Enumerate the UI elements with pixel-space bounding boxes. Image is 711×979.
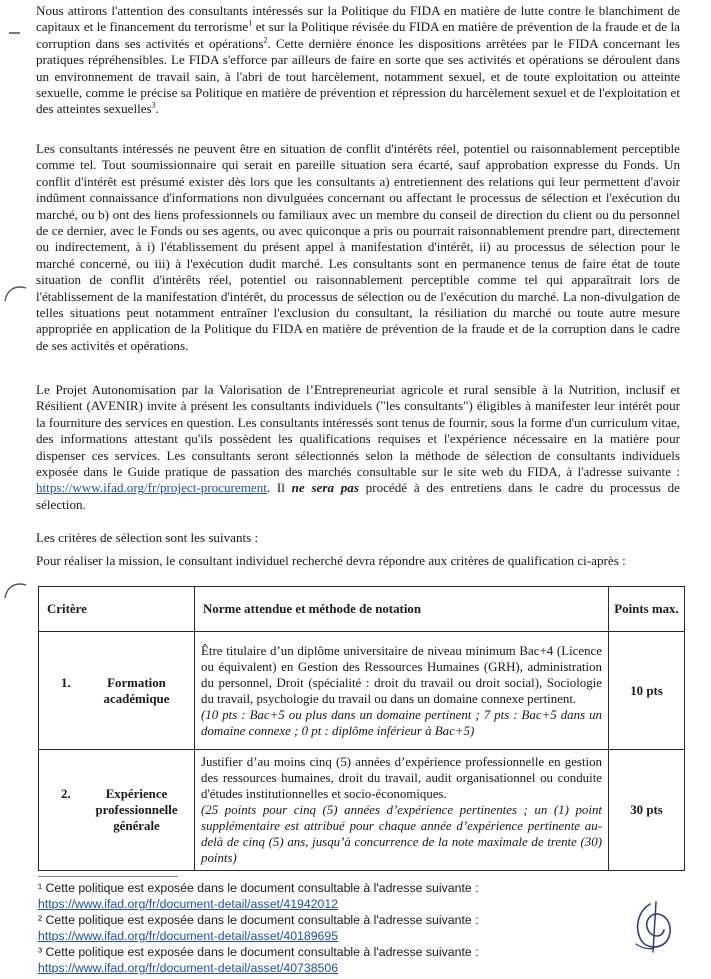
header-norm: Norme attendue et méthode de notation [195,587,609,632]
criterion-description: Justifier d’au moins cinq (5) années d’expérience professionnelle en gestion des ressources humaines, droit du travail, audit organisationnel ou conduite d'études institutionnelles et socio-économiques. [201,755,602,801]
description-cell [195,750,609,871]
criterion-label: Expérience professionnelle générale [95,787,178,833]
footnote-ref-1[interactable]: 1 [248,19,253,29]
paragraph-policies-part-c: . Cette dernière énonce les dispositions arrêtées par le FIDA concernant les pratiques répréhensibles. Le FIDA s'efforce par ailleurs de faire en sorte que ses activités et opérations se déroulent dans un environnement de travail sain, à l'abri de tout harcèlement, notamment sexuel, et de toute exploitation ou atteinte sexuelle, comme le précise sa Politique en matière de prévention et répression du harcèlement sexuel et de l'exploitation et des atteintes sexuelles [36,35,680,117]
paragraph-conflict-of-interest: Les consultants intéressés ne peuvent être en situation de conflit d'intérêts réel, potentiel ou raisonnablement perceptible comme tel. Tout soumissionnaire qui serait en pareille situation sera écarté, sauf approbation expresse du Fonds. Un conflit d'intérêt est présumé exister dès lors que les consultants a) entretiennent des relations qui leur permettent d'avoir indûment connaissance d'informations non divulguées concernant ou affectant le processus de sélection et l'exécution du marché, ou b) ont des liens professionnels ou familiaux avec un membre du conseil de direction du client ou du personnel de ce dernier, avec le Fonds ou ses agents, ou avec quiconque a pris ou pourrait raisonnablement prendre part, directement ou indirectement, à i) l'établissement du présent appel à manifestation d'intérêt, ii) au processus de sélection pour le marché concerné, ou iii) à l'exécution dudit marché. Les consultants sont en permanence tenus de faire état de toute situation de conflit d'intérêts réel, potentiel ou raisonnablement perceptible comme tel qui apparaîtrait lors de l'établissement de la manifestation d'intérêt, du processus de sélection ou de l'exécution du marché. La non-divulgation de telles situations peut notamment entraîner l'exclusion du consultant, la résiliation du marché ou toute autre mesure appropriée en application de la Politique du FIDA en matière de prévention de la fraude et de la corruption dans le cadre de ses activités et opérations. [36,141,680,353]
criterion-label: Formation académique [103,675,170,706]
footnotes [38,880,598,976]
criterion-description: Être titulaire d’un diplôme universitaire de niveau minimum Bac+4 (Licence ou équivalent) en Gestion des Ressources Humaines (GRH), administration du personnel, Droit (spécialité : droit du travail ou droit social), Sociologie du travail, psychologie du travail ou dans un domaine connexe pertinent. [201,643,602,706]
punch-hole-mark-top [2,283,28,305]
paragraph-avenir-text: Le Projet Autonomisation par la Valorisation de l’Entrepreneuriat agricole et rural sensible à la Nutrition, inclusif et Résilient (AVENIR) invite à présent les consultants individuels ("les consultants") éligibles à manifester leur intérêt pour la fourniture des services en question. Les consultants intéressés sont tenus de fournir, sous la forme d'un curriculum vitae, des informations attestant qu'ils possèdent les qualifications requises et l'expérience nécessaire en la matière pour dispenser ces services. Les consultants seront sélectionnés selon la méthode de sélection de consultants individuels exposée dans le Guide pratique de passation des marchés consultable sur le site web du FIDA, à l'adresse suivante : [36,382,680,480]
handwritten-initials-signature [628,898,680,956]
qualification-criteria-intro: Pour réaliser la mission, le consultant individuel recherché devra répondre aux critères de qualification ci-après : [36,553,626,568]
table-row [39,632,685,750]
footnote-link[interactable]: https://www.ifad.org/fr/document-detail/asset/40189695 [38,929,339,943]
paragraph-avenir-invitation [36,382,680,513]
criterion-number: 2. [61,787,71,801]
table-header-row [39,587,685,632]
footnote-marker: ³ [38,945,43,959]
footnote-text: Cette politique est exposée dans le document consultable à l'adresse suivante : [42,881,479,895]
header-points: Points max. [609,587,685,632]
criterion-number: 1. [61,675,71,690]
table-row [39,750,685,871]
footnote-ref-3[interactable]: 3 [151,101,156,111]
paragraph-avenir-text-c: procédé à des entretiens dans le cadre du processus de sélection. [36,480,680,512]
footnote-3 [38,944,598,976]
footnote-1 [38,880,598,912]
description-cell [195,632,609,750]
criteria-table [38,586,685,871]
footnote-text: Cette politique est exposée dans le document consultable à l'adresse suivante : [42,945,479,959]
footnote-text: Cette politique est exposée dans le document consultable à l'adresse suivante : [42,913,479,927]
paragraph-policies-part-a: Nous attirons l'attention des consultants intéressés sur la Politique du FIDA en matière de lutte contre le blanchiment de capitaux et le financement du terrorisme [36,3,680,35]
criterion-cell [39,632,195,750]
punch-hole-mark-bottom [2,580,28,602]
points-cell: 10 pts [609,632,685,750]
paragraph-avenir-text-b: . Il [266,480,292,496]
selection-criteria-intro: Les critères de sélection sont les suivants : [36,530,259,545]
footnote-marker: ¹ [38,881,43,895]
points-cell: 30 pts [609,750,685,871]
footnote-link[interactable]: https://www.ifad.org/fr/document-detail/asset/40738506 [38,961,339,975]
paragraph-policies [36,3,680,118]
scoring-note: (10 pts : Bac+5 ou plus dans un domaine pertinent ; 7 pts : Bac+5 dans un domaine connexe ; 0 pt : diplôme inférieur à Bac+5) [201,707,602,738]
footnote-2 [38,912,598,944]
scoring-note: (25 points pour cinq (5) années d’expérience pertinentes ; un (1) point supplémentaire est attribué pour chaque année d’expérience pertinente au-delà de cinq (5) ans, jusqu’à concurrence de la note maximale de trente (30) points) [201,803,602,865]
project-procurement-link[interactable]: https://www.ifad.org/fr/project-procurement [36,480,267,496]
emphasis-ne-sera-pas: ne sera pas [291,480,359,496]
paragraph-policies-part-b: et sur la Politique révisée du FIDA en matière de prévention de la fraude et de la corruption dans ses activités et opérations [36,19,680,51]
footnote-link[interactable]: https://www.ifad.org/fr/document-detail/asset/41942012 [38,897,339,911]
criterion-cell [39,750,195,871]
footnote-marker: ² [38,913,43,927]
dash-mark [8,30,22,36]
paragraph-policies-part-d: . [155,101,159,117]
footnote-ref-2[interactable]: 2 [263,35,268,45]
header-criterion: Critère [39,587,195,632]
footnote-separator [38,876,178,877]
